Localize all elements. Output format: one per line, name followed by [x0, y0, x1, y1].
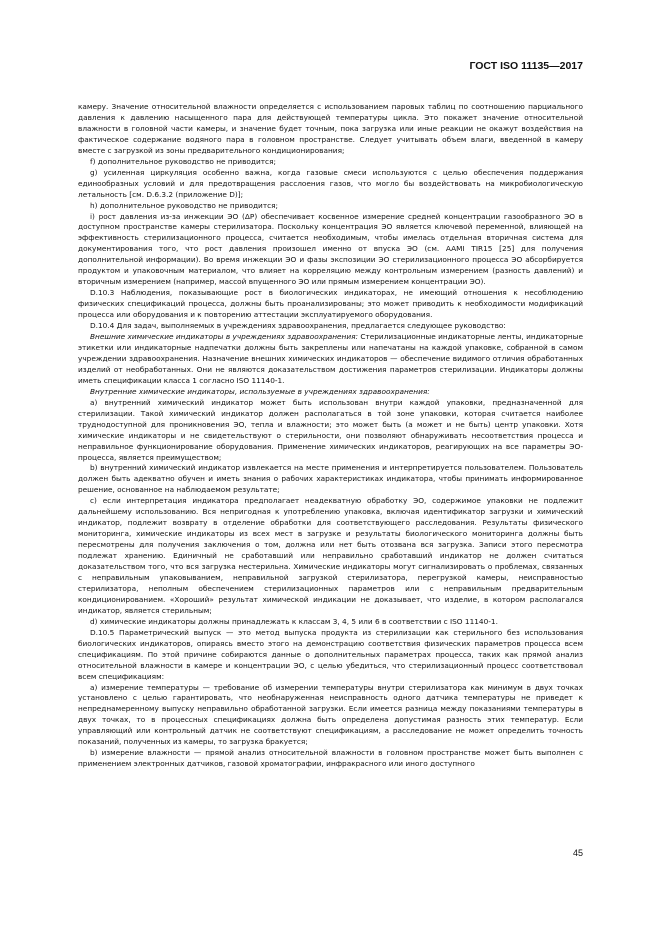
page-number: 45	[572, 848, 583, 858]
paragraph-text: Стерилизационные индикаторные ленты, индикаторные этикетки или индикаторные надпечатки должны быть закреплены или напечатаны на каждой упаковке, собранной в самом учреждении здравоохранения. Назначение внешних химических индикаторов — обеспечение видимого отличия обработанных изделий от необработанных. Они не являются доказательством достижения параметров стерилизации. Индикаторы должны иметь спецификации класса 1 согласно ISO 11140-1.	[78, 332, 584, 385]
paragraph	[78, 332, 583, 387]
paragraph: g) усиленная циркуляция особенно важна, когда газовые смеси используются с целью обеспечения поддержания единообразных условий и для предотвращения расслоения газов, что могло бы воздействовать на микробиологическую летальность [см. D.6.3.2 (приложение D)];	[78, 167, 583, 199]
paragraph: i) рост давления из-за инжекции ЭО (ΔP) обеспечивает косвенное измерение средней концентрации газообразного ЭО в доступном пространстве камеры стерилизатора. Поскольку концентрация ЭО является ключевой переменной, влияющей на эффективность стерилизационного процесса, считается необходимым, чтобы имелась отдельная вторичная система для документирования того, что рост давления произошел именно от впуска ЭО (см. AAMI TIR15 [25] для получения дополнительной информации). Во время инжекции ЭО и фазы экспозиции ЭО стерилизационного процесса ЭО абсорбируется продуктом и упаковочным материалом, что влияет на корреляцию между контрольным измерением (разность давлений) и вторичным измерением (например, массой впущенного ЭО или прямым измерением концентрации ЭО).	[78, 211, 583, 287]
paragraph: f) дополнительное руководство не приводится;	[90, 156, 276, 166]
paragraph: b) измерение влажности — прямой анализ относительной влажности в головном пространстве может быть выполнен с применением электронных датчиков, газовой хроматографии, инфракрасного или иного доступного	[78, 748, 583, 769]
paragraph: D.10.4 Для задач, выполняемых в учреждениях здравоохранения, предлагается следующее руководство:	[90, 321, 506, 331]
paragraph: d) химические индикаторы должны принадлежать к классам 3, 4, 5 или 6 в соответствии с ISO 11140-1.	[90, 616, 498, 626]
paragraph	[78, 387, 583, 398]
paragraph-lead: Внутренние химические индикаторы, используемые в учреждениях здравоохранения:	[90, 386, 430, 396]
paragraph-lead: Внешние химические индикаторы в учреждениях здравоохранения:	[90, 332, 358, 342]
paragraph: a) измерение температуры — требование об измерении температуры внутри стерилизатора как минимум в двух точках установлено с целью гарантировать, что необнаруженная неисправность одного датчика температуры не приведет к непреднамеренному выпуску неправильно обработанной загрузки. Если имеется разница между показаниями температуры в двух точках, то в процессных спецификациях должна быть определена допустимая разность этих температур. Если управляющий или контрольный датчик не соответствуют спецификациям, а расследование не может определить точность показаний, полученных из камеры, то загрузка бракуется;	[78, 682, 583, 747]
paragraph: a) внутренний химический индикатор может быть использован внутри каждой упаковки, предназначенной для стерилизации. Такой химический индикатор должен располагаться в той зоне упаковки, которая считается наиболее труднодоступной для проникновения ЭО, тепла и влажности; это может быть (а может и не быть) центр упаковки. Хотя химические индикаторы и не свидетельствуют о стерильности, они позволяют обнаруживать несоответствия процесса и неправильное функционирование оборудования. Применение химических индикаторов, реагирующих на все параметры ЭО-процесса, является преимуществом;	[78, 397, 583, 462]
paragraph: c) если интерпретация индикатора предполагает неадекватную обработку ЭО, содержимое упаковки не подлежит дальнейшему использованию. Вся непригодная к употреблению упаковка, включая идентификатор загрузки и химический индикатор, подлежит возврату в отделение обработки для соответствующего расследования. Результаты физического мониторинга, химические индикаторы из всех мест в загрузке и результаты биологического мониторинга должны быть пересмотрены для получения заключения о том, должна или нет быть отозвана вся загрузка. Записи этого пересмотра подлежат хранению. Единичный не сработавший или неправильно сработавший индикатор не должен считаться доказательством того, что вся загрузка нестерильна. Химические индикаторы могут сигнализировать о проблемах, связанных с неправильным упаковыванием, неправильной загрузкой стерилизатора, перегрузкой камеры, неисправностью стерилизатора, неполным обеспечением стерилизационных параметров или с неправильным предварительным кондиционированием. «Хороший» результат химической индикации не доказывает, что изделие, в котором располагался индикатор, является стерильным;	[78, 496, 583, 615]
paragraph: камеру. Значение относительной влажности определяется с использованием паровых таблиц по соотношению парциального давления к давлению насыщенного пара для действующей температуры цикла. Это покажет значение относительной влажности в головной части камеры, и значение будет точным, пока загрузка или иные реакции не окажут воздействия на фактическое содержание водяного пара в головном пространстве. Следует учитывать объем влаги, введенной в камеру вместе с загрузкой из зоны предварительного кондиционирования;	[78, 102, 583, 155]
standard-header: ГОСТ ISO 11135—2017	[469, 60, 583, 72]
paragraph: h) дополнительное руководство не приводится;	[90, 200, 279, 210]
body-text	[78, 102, 583, 770]
paragraph: D.10.5 Параметрический выпуск — это метод выпуска продукта из стерилизации как стерильного без использования биологических индикаторов, опираясь вместо этого на демонстрацию соответствия физических параметров процесса всем спецификациям. По этой причине собираются данные о дополнительных параметрах процесса, таких как прямой анализ относительной влажности в камере и концентрации ЭО, с целью убедиться, что стерилизационный процесс соответствовал всем спецификациям:	[78, 627, 583, 681]
paragraph: b) внутренний химический индикатор извлекается на месте применения и интерпретируется пользователем. Пользователь должен быть адекватно обучен и иметь знания о рабочих характеристиках индикатора, чтобы принимать информированное решение, основанное на наблюдаемом результате;	[78, 463, 583, 495]
paragraph: D.10.3 Наблюдения, показывающие рост в биологических индикаторах, не имеющий отношения к несоблюдению физических спецификаций процесса, должны быть проанализированы; это может приводить к необходимости модификаций процесса или оборудования и к повторению аттестации эксплуатируемого оборудования.	[78, 288, 583, 320]
